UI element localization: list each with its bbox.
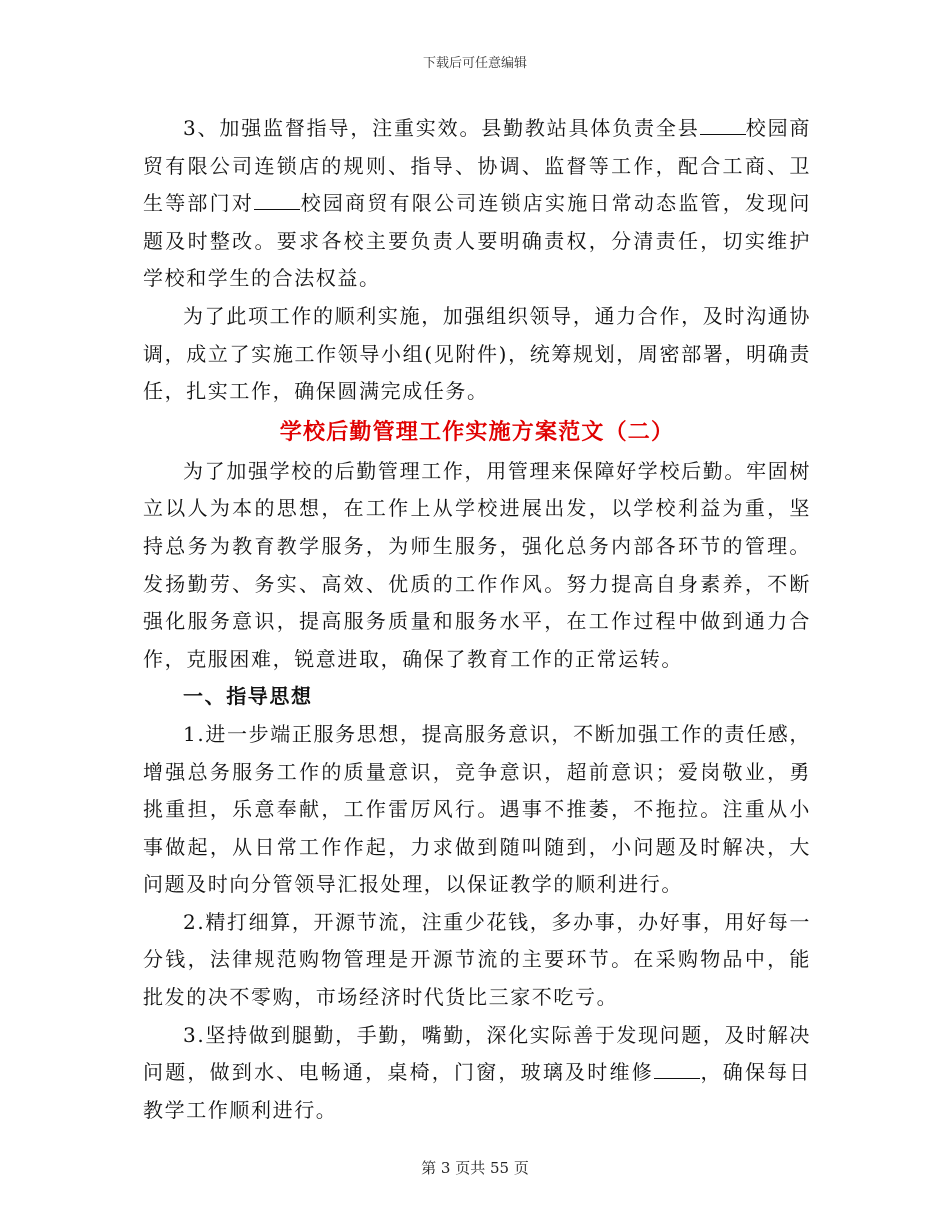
paragraph-text: 校园商贸有限公司连锁店的规则、指导、协调、监督等工作，配合工商、卫生等部门对 — [143, 116, 811, 216]
document-title: 学校后勤管理工作实施方案范文（二） — [279, 418, 675, 445]
paragraph-supervision — [143, 110, 811, 298]
paragraph-text: 3.坚持做到腿勤，手勤，嘴勤，深化实际善于发现问题，及时解决问题，做到水、电畅通，桌椅，门窗，玻璃及时维修 — [143, 1022, 811, 1085]
list-item-1: 1.进一步端正服务思想，提高服务意识，不断加强工作的责任感，增强总务服务工作的质量意识，竞争意识，超前意识；爱岗敬业，勇挑重担，乐意奉献，工作雷厉风行。遇事不推萎，不拖拉。注重从小事做起，从日常工作作起，力求做到随叫随到，小问题及时解决，大问题及时向分管领导汇报处理，以保证教学的顺利进行。 — [143, 721, 811, 897]
list-item-3 — [143, 1017, 811, 1130]
paragraph-text: 校园商贸有限公司连锁店实施日常动态监管，发现问题及时整改。要求各校主要负责人要明确责权，分清责任，切实维护学校和学生的合法权益。 — [143, 191, 811, 291]
document-body — [143, 110, 811, 1129]
section-heading: 一、指导思想 — [183, 684, 313, 709]
paragraph-text: 3、加强监督指导，注重实效。县勤教站具体负责全县 — [183, 116, 700, 140]
fill-blank — [254, 191, 300, 210]
paragraph-intro: 为了加强学校的后勤管理工作，用管理来保障好学校后勤。牢固树立以人为本的思想，在工作上从学校进展出发，以学校利益为重，坚持总务为教育教学服务，为师生服务，强化总务内部各环节的管理。发扬勤劳、务实、高效、优质的工作作风。努力提高自身素养，不断强化服务意识，提高服务质量和服务水平，在工作过程中做到通力合作，克服困难，锐意进取，确保了教育工作的正常运转。 — [143, 458, 811, 671]
fill-blank — [654, 1060, 700, 1079]
paragraph-implementation: 为了此项工作的顺利实施，加强组织领导，通力合作，及时沟通协调，成立了实施工作领导小组(见附件)，统筹规划，周密部署，明确责任，扎实工作，确保圆满完成任务。 — [143, 303, 811, 404]
paragraph-text: ，确保每日教学工作顺利进行。 — [143, 1060, 811, 1122]
list-item-2: 2.精打细算，开源节流，注重少花钱，多办事，办好事，用好每一分钱，法律规范购物管理是开源节流的主要环节。在采购物品中，能批发的决不零购，市场经济时代货比三家不吃亏。 — [143, 909, 811, 1010]
header-note: 下载后可任意编辑 — [422, 56, 527, 71]
fill-blank — [700, 116, 746, 135]
page-number: 第 3 页共 55 页 — [421, 1159, 529, 1177]
